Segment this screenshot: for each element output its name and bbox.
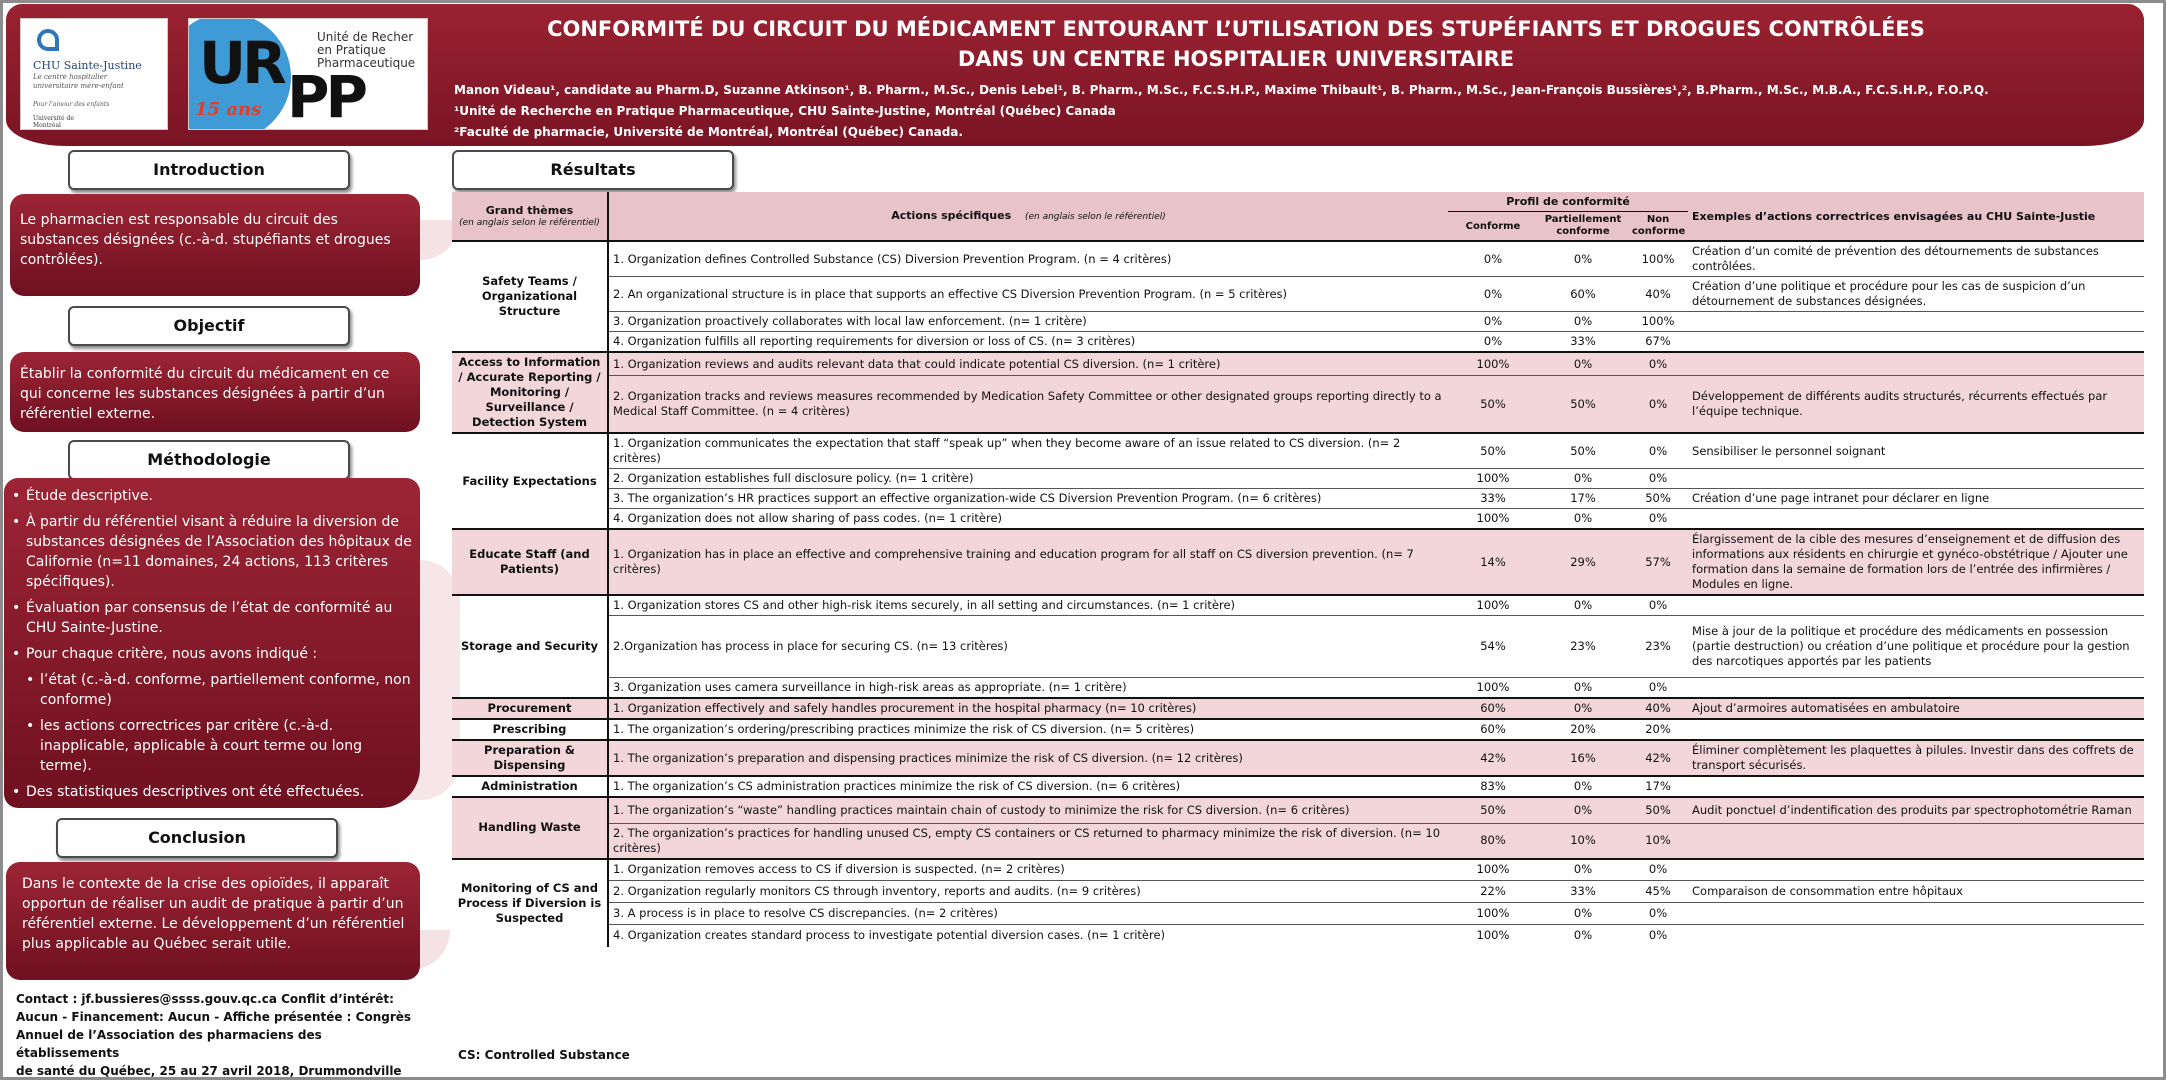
objectif-panel (10, 352, 420, 432)
col-header-partiel: Partiellement conforme (1538, 212, 1628, 242)
poster-title-line2: DANS UN CENTRE HOSPITALIER UNIVERSITAIRE (957, 47, 1515, 71)
theme-cell: Educate Staff (and Patients) (452, 529, 608, 595)
partiel-cell: 17% (1538, 489, 1628, 509)
example-cell: Création d’un comité de prévention des détournements de substances contrôlées. (1688, 241, 2144, 277)
non-conforme-cell: 67% (1628, 332, 1688, 353)
table-row (452, 859, 2144, 881)
objectif-heading: Objectif (68, 306, 350, 346)
example-cell: Comparaison de consommation entre hôpitaux (1688, 881, 2144, 903)
conforme-cell: 100% (1448, 925, 1538, 947)
non-conforme-cell: 0% (1628, 509, 1688, 530)
example-cell (1688, 332, 2144, 353)
poster-title-line1: CONFORMITÉ DU CIRCUIT DU MÉDICAMENT ENTOURANT L’UTILISATION DES STUPÉFIANTS ET DROGUES CONTRÔLÉES (547, 17, 1925, 41)
partiel-cell: 33% (1538, 881, 1628, 903)
theme-cell: Procurement (452, 698, 608, 719)
non-conforme-cell: 20% (1628, 719, 1688, 740)
example-cell: Création d’une politique et procédure pour les cas de suspicion d’un détournement de substances désignées. (1688, 277, 2144, 312)
action-cell: 3. Organization uses camera surveillance in high-risk areas as appropriate. (n= 1 critère) (608, 678, 1448, 699)
action-cell: 1. Organization communicates the expectation that staff “speak up” when they become aware of an issue related to CS diversion. (n= 2 critères) (608, 433, 1448, 469)
col-header-examples: Exemples d’actions correctrices envisagées au CHU Sainte-Justie (1688, 192, 2144, 241)
conforme-cell: 0% (1448, 277, 1538, 312)
urpp-logo-unit: Unité de Recher en Pratique Pharmaceutique (317, 30, 416, 70)
table-row (452, 616, 2144, 678)
example-cell: Développement de différents audits structurés, récurrents effectués par l’équipe technique. (1688, 376, 2144, 433)
conforme-cell: 14% (1448, 529, 1538, 595)
list-item: • Étude descriptive. (8, 486, 414, 506)
action-cell: 1. Organization effectively and safely handles procurement in the hospital pharmacy (n= 10 critères) (608, 698, 1448, 719)
non-conforme-cell: 0% (1628, 469, 1688, 489)
conforme-cell: 60% (1448, 698, 1538, 719)
table-row (452, 332, 2144, 353)
chu-logo-motto: Pour l’amour des enfants (33, 101, 110, 108)
partiel-cell: 0% (1538, 797, 1628, 823)
example-cell (1688, 925, 2144, 947)
theme-cell: Access to Information / Accurate Reporting / Monitoring / Surveillance / Detection System (452, 352, 608, 433)
example-cell: Mise à jour de la politique et procédure des médicaments en possession (partie destruction) ou création d’une politique et procédure pour la gestion des narcotiques apportés par les patients (1688, 616, 2144, 678)
action-cell: 1. Organization stores CS and other high-risk items securely, in all setting and circumstances. (n= 1 critère) (608, 595, 1448, 616)
conforme-cell: 100% (1448, 352, 1538, 376)
authors-block (454, 80, 2134, 143)
col-header-non: Non conforme (1628, 212, 1688, 242)
theme-cell: Monitoring of CS and Process if Diversion is Suspected (452, 859, 608, 947)
example-cell (1688, 678, 2144, 699)
partiel-cell: 0% (1538, 241, 1628, 277)
theme-cell: Administration (452, 776, 608, 797)
table-row (452, 529, 2144, 595)
theme-cell: Preparation & Dispensing (452, 740, 608, 776)
table-row (452, 719, 2144, 740)
conforme-cell: 80% (1448, 823, 1538, 859)
table-row (452, 489, 2144, 509)
non-conforme-cell: 50% (1628, 797, 1688, 823)
non-conforme-cell: 0% (1628, 859, 1688, 881)
conforme-cell: 50% (1448, 376, 1538, 433)
list-item: • Pour chaque critère, nous avons indiqué : (8, 644, 414, 664)
methodologie-heading: Méthodologie (68, 440, 350, 480)
urpp-logo (188, 18, 428, 130)
table-row (452, 881, 2144, 903)
non-conforme-cell: 0% (1628, 376, 1688, 433)
theme-cell: Storage and Security (452, 595, 608, 698)
conforme-cell: 33% (1448, 489, 1538, 509)
example-cell: Éliminer complètement les plaquettes à pilules. Investir dans des coffrets de transport sécurisés. (1688, 740, 2144, 776)
non-conforme-cell: 40% (1628, 277, 1688, 312)
udem-logo-text: Université de Montréal (33, 115, 74, 129)
resultats-heading: Résultats (452, 150, 734, 190)
example-cell (1688, 595, 2144, 616)
introduction-panel (10, 194, 420, 296)
table-row (452, 797, 2144, 823)
col-header-profile: Profil de conformité (1448, 192, 1688, 212)
partiel-cell: 0% (1538, 509, 1628, 530)
partiel-cell: 0% (1538, 925, 1628, 947)
partiel-cell: 0% (1538, 776, 1628, 797)
non-conforme-cell: 0% (1628, 433, 1688, 469)
example-cell (1688, 312, 2144, 332)
urpp-logo-ur: UR (199, 29, 283, 97)
partiel-cell: 60% (1538, 277, 1628, 312)
conforme-cell: 100% (1448, 903, 1538, 925)
action-cell: 1. The organization’s “waste” handling practices maintain chain of custody to minimize the risk for CS diversion. (n= 6 critères) (608, 797, 1448, 823)
table-row (452, 823, 2144, 859)
poster-title (446, 14, 2026, 74)
action-cell: 4. Organization fulfills all reporting requirements for diversion or loss of CS. (n= 3 critères) (608, 332, 1448, 353)
poster-header (6, 4, 2144, 146)
results-table-body (452, 241, 2144, 947)
urpp-logo-15-ans: 15 ans (195, 99, 262, 120)
partiel-cell: 0% (1538, 903, 1628, 925)
col-header-actions-label: Actions spécifiques (891, 208, 1012, 222)
partiel-cell: 20% (1538, 719, 1628, 740)
example-cell (1688, 469, 2144, 489)
partiel-cell: 0% (1538, 595, 1628, 616)
action-cell: 2. The organization’s practices for handling unused CS, empty CS containers or CS returned to pharmacy minimize the risk of diversion. (n= 10 critères) (608, 823, 1448, 859)
example-cell (1688, 719, 2144, 740)
introduction-heading: Introduction (68, 150, 350, 190)
chu-logo-name: CHU Sainte-Justine (33, 59, 142, 72)
objectif-text: Établir la conformité du circuit du médicament en ce qui concerne les substances désignées à partir d’un référentiel externe. (20, 366, 390, 422)
table-row (452, 241, 2144, 277)
col-header-theme-label: Grand thèmes (485, 204, 574, 217)
table-footnote: CS: Controlled Substance (458, 1048, 630, 1062)
table-row (452, 352, 2144, 376)
partiel-cell: 29% (1538, 529, 1628, 595)
table-row (452, 903, 2144, 925)
example-cell: Création d’une page intranet pour déclarer en ligne (1688, 489, 2144, 509)
non-conforme-cell: 23% (1628, 616, 1688, 678)
col-header-actions (608, 192, 1448, 241)
contact-line: Annuel de l’Association des pharmaciens des établissements (16, 1028, 322, 1060)
list-item: • l’état (c.-à-d. conforme, partiellement conforme, non conforme) (22, 670, 414, 710)
action-cell: 2. An organizational structure is in place that supports an effective CS Diversion Prevention Program. (n = 5 critères) (608, 277, 1448, 312)
partiel-cell: 23% (1538, 616, 1628, 678)
action-cell: 1. Organization has in place an effective and comprehensive training and education program for all staff on CS diversion prevention. (n= 7 critères) (608, 529, 1448, 595)
conforme-cell: 100% (1448, 509, 1538, 530)
results-table-wrapper (452, 192, 2144, 947)
conclusion-panel (6, 862, 420, 980)
author-list: Manon Videau¹, candidate au Pharm.D, Suzanne Atkinson¹, B. Pharm., M.Sc., Denis Lebel¹, B. Pharm., M.Sc., F.C.S.H.P., Maxime Thibault¹, B. Pharm., M.Sc., Jean-François Bussières¹,², B.Pharm., M.Sc., M.B.A., F.C.S.H.P., F.O.P.Q. (454, 83, 1989, 97)
conclusion-text: Dans le contexte de la crise des opioïdes, il apparaît opportun de réaliser un audit de pratique à partir d’un référentiel externe. Le développement d’un référentiel plus applicable au Québec serait utile. (22, 876, 405, 952)
list-item: • les actions correctrices par critère (c.-à-d. inapplicable, applicable à court terme ou long terme). (22, 716, 414, 776)
methodologie-list (8, 486, 414, 802)
results-table (452, 192, 2144, 947)
non-conforme-cell: 0% (1628, 925, 1688, 947)
example-cell (1688, 903, 2144, 925)
urpp-logo-pp: PP (287, 63, 365, 130)
non-conforme-cell: 42% (1628, 740, 1688, 776)
example-cell (1688, 859, 2144, 881)
action-cell: 4. Organization does not allow sharing of pass codes. (n= 1 critère) (608, 509, 1448, 530)
conforme-cell: 100% (1448, 595, 1538, 616)
non-conforme-cell: 45% (1628, 881, 1688, 903)
contact-line: de santé du Québec, 25 au 27 avril 2018, Drummondville (16, 1064, 402, 1078)
partiel-cell: 0% (1538, 698, 1628, 719)
conclusion-heading: Conclusion (56, 818, 338, 858)
list-item: • À partir du référentiel visant à réduire la diversion de substances désignées de l’Association des hôpitaux de Californie (n=11 domaines, 24 actions, 113 critères spécifiques). (8, 512, 414, 592)
contact-line: Aucun - Financement: Aucun - Affiche présentée : Congrès (16, 1010, 412, 1024)
table-row (452, 595, 2144, 616)
partiel-cell: 0% (1538, 678, 1628, 699)
action-cell: 1. Organization defines Controlled Substance (CS) Diversion Prevention Program. (n = 4 critères) (608, 241, 1448, 277)
action-cell: 3. Organization proactively collaborates with local law enforcement. (n= 1 critère) (608, 312, 1448, 332)
theme-cell: Facility Expectations (452, 433, 608, 529)
action-cell: 1. Organization removes access to CS if diversion is suspected. (n= 2 critères) (608, 859, 1448, 881)
conforme-cell: 50% (1448, 797, 1538, 823)
conforme-cell: 0% (1448, 312, 1538, 332)
table-row (452, 277, 2144, 312)
table-header-row (452, 192, 2144, 212)
partiel-cell: 16% (1538, 740, 1628, 776)
table-row (452, 740, 2144, 776)
non-conforme-cell: 0% (1628, 352, 1688, 376)
example-cell: Ajout d’armoires automatisées en ambulatoire (1688, 698, 2144, 719)
theme-cell: Prescribing (452, 719, 608, 740)
non-conforme-cell: 10% (1628, 823, 1688, 859)
methodologie-panel (4, 478, 420, 808)
action-cell: 1. The organization’s preparation and dispensing practices minimize the risk of CS diversion. (n= 12 critères) (608, 740, 1448, 776)
non-conforme-cell: 0% (1628, 903, 1688, 925)
example-cell (1688, 823, 2144, 859)
introduction-text: Le pharmacien est responsable du circuit des substances désignées (c.-à-d. stupéfiants et drogues contrôlées). (20, 212, 391, 268)
table-row (452, 698, 2144, 719)
partiel-cell: 0% (1538, 352, 1628, 376)
conforme-cell: 83% (1448, 776, 1538, 797)
example-cell (1688, 352, 2144, 376)
partiel-cell: 0% (1538, 469, 1628, 489)
non-conforme-cell: 100% (1628, 312, 1688, 332)
action-cell: 1. The organization’s CS administration practices minimize the risk of CS diversion. (n= 6 critères) (608, 776, 1448, 797)
conforme-cell: 22% (1448, 881, 1538, 903)
action-cell: 2. Organization regularly monitors CS through inventory, reports and audits. (n= 9 critères) (608, 881, 1448, 903)
table-row (452, 312, 2144, 332)
contact-block (16, 990, 428, 1080)
conforme-cell: 60% (1448, 719, 1538, 740)
affiliation-2: ²Faculté de pharmacie, Université de Montréal, Montréal (Québec) Canada. (454, 125, 963, 139)
partiel-cell: 50% (1538, 433, 1628, 469)
table-row (452, 678, 2144, 699)
action-cell: 2.Organization has process in place for securing CS. (n= 13 critères) (608, 616, 1448, 678)
action-cell: 4. Organization creates standard process to investigate potential diversion cases. (n= 1 critère) (608, 925, 1448, 947)
example-cell: Audit ponctuel d’indentification des produits par spectrophotométrie Raman (1688, 797, 2144, 823)
action-cell: 2. Organization establishes full disclosure policy. (n= 1 critère) (608, 469, 1448, 489)
theme-cell: Handling Waste (452, 797, 608, 859)
conforme-cell: 50% (1448, 433, 1538, 469)
action-cell: 3. A process is in place to resolve CS discrepancies. (n= 2 critères) (608, 903, 1448, 925)
table-row (452, 376, 2144, 433)
col-header-actions-note: (en anglais selon le référentiel) (1024, 211, 1166, 222)
non-conforme-cell: 50% (1628, 489, 1688, 509)
partiel-cell: 50% (1538, 376, 1628, 433)
list-item: • Des statistiques descriptives ont été effectuées. (8, 782, 414, 802)
example-cell: Élargissement de la cible des mesures d’enseignement et de diffusion des informations aux résidents en chirurgie et gynéco-obstétrique / Ajouter une formation dans la semaine de formation lors de l’entrée des infirmières / Modules en ligne. (1688, 529, 2144, 595)
conforme-cell: 0% (1448, 241, 1538, 277)
theme-cell: Safety Teams / Organizational Structure (452, 241, 608, 352)
table-row (452, 509, 2144, 530)
contact-line: Contact : jf.bussieres@ssss.gouv.qc.ca Conflit d’intérêt: (16, 992, 394, 1006)
example-cell: Sensibiliser le personnel soignant (1688, 433, 2144, 469)
col-header-conforme: Conforme (1448, 212, 1538, 242)
non-conforme-cell: 0% (1628, 678, 1688, 699)
chu-logo-mark-icon (37, 29, 59, 51)
conforme-cell: 100% (1448, 678, 1538, 699)
action-cell: 2. Organization tracks and reviews measures recommended by Medication Safety Committee or other designated groups reporting directly to a Medical Staff Committee. (n = 4 critères) (608, 376, 1448, 433)
partiel-cell: 0% (1538, 859, 1628, 881)
example-cell (1688, 776, 2144, 797)
conforme-cell: 100% (1448, 469, 1538, 489)
non-conforme-cell: 100% (1628, 241, 1688, 277)
conforme-cell: 54% (1448, 616, 1538, 678)
table-row (452, 433, 2144, 469)
non-conforme-cell: 57% (1628, 529, 1688, 595)
table-row (452, 925, 2144, 947)
conforme-cell: 42% (1448, 740, 1538, 776)
table-row (452, 469, 2144, 489)
non-conforme-cell: 40% (1628, 698, 1688, 719)
list-item: • Évaluation par consensus de l’état de conformité au CHU Sainte-Justine. (8, 598, 414, 638)
action-cell: 3. The organization’s HR practices support an effective organization-wide CS Diversion Prevention Program. (n= 6 critères) (608, 489, 1448, 509)
non-conforme-cell: 0% (1628, 595, 1688, 616)
non-conforme-cell: 17% (1628, 776, 1688, 797)
action-cell: 1. Organization reviews and audits relevant data that could indicate potential CS diversion. (n= 1 critère) (608, 352, 1448, 376)
partiel-cell: 10% (1538, 823, 1628, 859)
partiel-cell: 0% (1538, 312, 1628, 332)
col-header-theme-note: (en anglais selon le référentiel) (459, 218, 600, 228)
col-header-theme (452, 192, 608, 241)
example-cell (1688, 509, 2144, 530)
conforme-cell: 100% (1448, 859, 1538, 881)
action-cell: 1. The organization’s ordering/prescribing practices minimize the risk of CS diversion. (n= 5 critères) (608, 719, 1448, 740)
conforme-cell: 0% (1448, 332, 1538, 353)
partiel-cell: 33% (1538, 332, 1628, 353)
chu-logo-subtitle: Le centre hospitalier universitaire mère-enfant (33, 73, 124, 90)
table-row (452, 776, 2144, 797)
chu-sainte-justine-logo (20, 18, 168, 130)
affiliation-1: ¹Unité de Recherche en Pratique Pharmaceutique, CHU Sainte-Justine, Montréal (Québec) Canada (454, 104, 1116, 118)
